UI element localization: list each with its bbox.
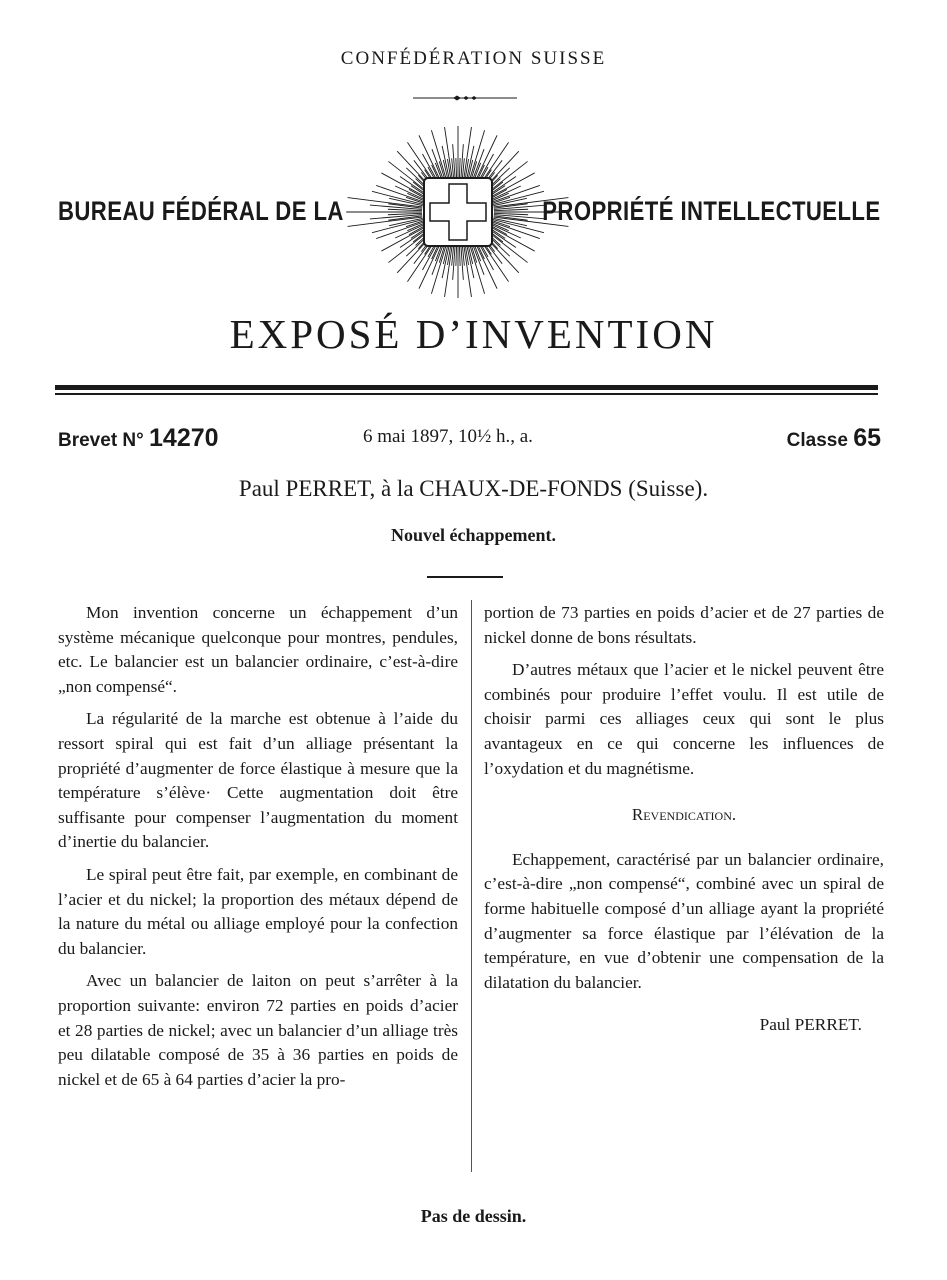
title-rule <box>427 576 503 578</box>
column-divider <box>471 600 472 1172</box>
header-rule-thick <box>55 385 878 390</box>
body-paragraph: Le spiral peut être fait, par exemple, en combinant de l’acier et du nickel; la proportion des métaux dépend de la nature du métal ou alliage employé pour la confection du balancier. <box>58 864 458 958</box>
sunburst-ray <box>459 244 460 266</box>
revendication-heading: Revendication. <box>631 805 737 825</box>
body-paragraph: D’autres métaux que l’acier et le nickel peuvent être combinés pour produire l’effet voulu. Il est utile de choisir parmi ces alliages ceux qui sont le plus avantageux en ce qui concerne les influences de l’oxydation et du magnétisme. <box>484 660 884 778</box>
ornament-divider <box>413 94 517 102</box>
body-left-column <box>58 601 458 1100</box>
brevet-number <box>58 424 219 453</box>
patent-class <box>787 424 881 453</box>
body-paragraph: Avec un balancier de laiton on peut s’arrêter à la proportion suivante: environ 72 parties en poids d’acier et 28 parties de nickel; avec un balancier d’un alliage très peu dilatable composé de 35 à 36 parties en poids de nickel et de 65 à 64 parties d’acier la pro- <box>58 971 458 1089</box>
header-rule-thin <box>55 393 878 395</box>
inventor-line: Paul PERRET, à la CHAUX-DE-FONDS (Suisse). <box>238 476 709 501</box>
sunburst-ray <box>459 158 460 180</box>
brevet-label: Brevet N° <box>58 430 144 451</box>
filing-date: 6 mai 1897, 10½ h., a. <box>363 426 533 447</box>
swiss-cross-sunburst-icon <box>338 118 578 306</box>
document-title: EXPOSÉ D’INVENTION <box>229 311 718 357</box>
confederation-heading: CONFÉDÉRATION SUISSE <box>340 48 607 69</box>
bureau-right-heading: PROPRIÉTÉ INTELLECTUELLE <box>542 196 881 226</box>
revendication-text: Echappement, caractérisé par un balancier ordinaire, c’est-à-dire „non compensé“, combiné avec un spiral de forme habituelle composé d’un alliage ayant la propriété d’augmenter sa force élastique par l’élévation de la température, en vue d’obtenir une compensation de la dilatation du balancier. <box>484 849 884 992</box>
sunburst-ray <box>456 158 457 180</box>
footer-note: Pas de dessin. <box>420 1206 527 1226</box>
classe-number-value: 65 <box>853 424 881 452</box>
body-right-column <box>484 601 884 1038</box>
classe-label: Classe <box>786 430 848 451</box>
brevet-number-value: 14270 <box>149 424 219 452</box>
signature: Paul PERRET. <box>759 1015 862 1035</box>
body-paragraph: La régularité de la marche est obtenue à l’aide du ressort spiral qui est fait d’un alliage présentant la propriété d’augmenter de force élastique à mesure que la température s’élève· Cette augmentation doit être suffisante pour compenser l’augmentation du moment d’inertie du balancier. <box>58 709 458 852</box>
invention-title: Nouvel échappement. <box>391 525 556 545</box>
bureau-left-heading: BUREAU FÉDÉRAL DE LA <box>58 196 344 226</box>
body-paragraph: portion de 73 parties en poids d’acier et de 27 parties de nickel donne de bons résultats. <box>484 603 884 647</box>
sunburst-ray <box>456 244 457 266</box>
body-paragraph: Mon invention concerne un échappement d’un système mécanique quelconque pour montres, pendules, etc. Le balancier est un balancier ordinaire, c’est-à-dire „non compensé“. <box>58 603 458 696</box>
